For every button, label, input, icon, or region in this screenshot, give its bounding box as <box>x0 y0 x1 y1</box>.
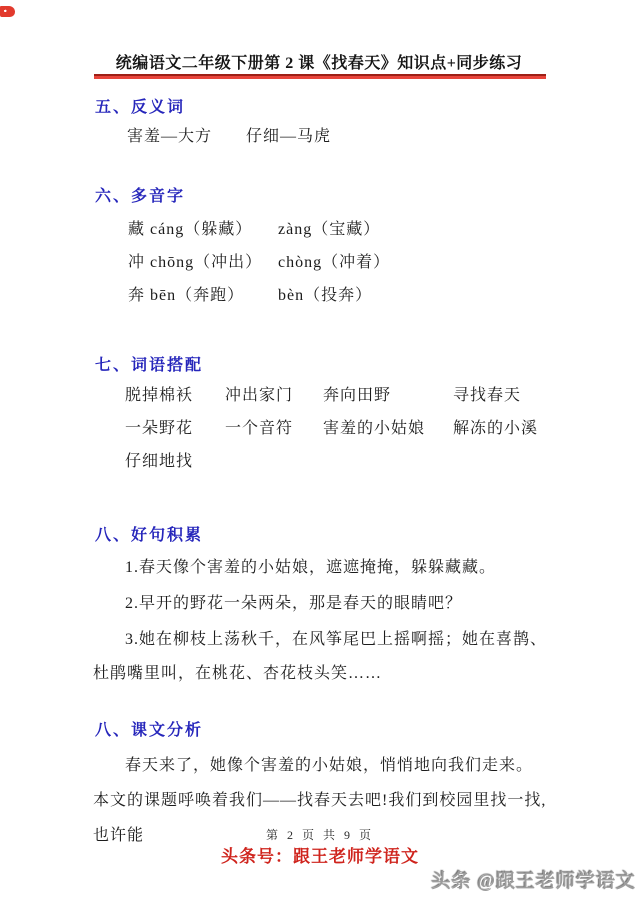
section-heading-analysis: 八、课文分析 <box>95 722 204 739</box>
title-underline-rule <box>94 74 546 79</box>
page-number-info: 第 2 页 共 9 页 <box>265 828 374 842</box>
polyphone-reading-3a: 奔 bēn（奔跑） <box>128 287 245 304</box>
analysis-paragraph: 春天来了，她像个害羞的小姑娘，悄悄地向我们走来。本文的课题呼唤着我们——找春天去吧!我们到校园里找一找,也许能 <box>93 757 547 844</box>
collocation-row <box>95 386 555 419</box>
section-heading-polyphones: 六、多音字 <box>95 188 186 205</box>
sentence-item-1: 1.春天像个害羞的小姑娘，遮遮掩掩，躲躲藏藏。 <box>125 559 497 576</box>
collocation-phrase: 一个音符 <box>225 420 294 437</box>
polyphone-reading-3b: bèn（投奔） <box>278 287 373 304</box>
red-seal-fragment-icon <box>0 6 15 17</box>
polyphone-reading-2a: 冲 chōng（冲出） <box>128 254 263 271</box>
sentence-item-3: 3.她在柳枝上荡秋千，在风筝尾巴上摇啊摇；她在喜鹊、杜鹃嘴里叫，在桃花、杏花枝头笑…… <box>93 631 548 682</box>
collocation-phrase: 一朵野花 <box>125 420 194 437</box>
polyphone-row <box>95 286 555 319</box>
collocation-rows <box>95 386 555 485</box>
collocation-phrase: 冲出家门 <box>225 387 294 404</box>
sentence-list <box>93 551 547 693</box>
collocation-phrase: 寻找春天 <box>453 387 522 404</box>
collocation-phrase: 仔细地找 <box>125 453 194 470</box>
section-heading-collocations: 七、词语搭配 <box>95 357 204 374</box>
collocation-rows-stack <box>95 386 555 485</box>
collocation-phrase: 脱掉棉袄 <box>125 387 194 404</box>
footer-source-line: 头条号：跟王老师学语文 <box>221 847 419 866</box>
polyphone-row <box>95 253 555 286</box>
document-title: 统编语文二年级下册第 2 课《找春天》知识点+同步练习 <box>115 55 523 72</box>
polyphone-rows <box>95 220 555 319</box>
polyphone-reading-1b: zàng（宝藏） <box>278 221 381 238</box>
polyphone-reading-2b: chòng（冲着） <box>278 254 391 271</box>
antonym-pair-1: 害羞—大方 <box>127 128 213 145</box>
collocation-phrase: 害羞的小姑娘 <box>323 420 426 437</box>
collocation-row <box>95 452 555 485</box>
antonym-pair-2: 仔细—马虎 <box>246 128 332 145</box>
polyphone-rows-stack <box>95 220 555 319</box>
section-heading-sentences: 八、好句积累 <box>95 527 204 544</box>
sentence-item-2: 2.早开的野花一朵两朵，那是春天的眼睛吧？ <box>125 595 463 612</box>
collocation-phrase: 解冻的小溪 <box>453 420 539 437</box>
toutiao-watermark: 头条 @跟王老师学语文 <box>431 871 636 892</box>
polyphone-reading-1a: 藏 cáng（躲藏） <box>128 221 253 238</box>
collocation-phrase: 奔向田野 <box>323 387 392 404</box>
section-heading-antonyms: 五、反义词 <box>95 99 186 116</box>
polyphone-row <box>95 220 555 253</box>
antonym-line <box>95 123 587 146</box>
collocation-row <box>95 419 555 452</box>
